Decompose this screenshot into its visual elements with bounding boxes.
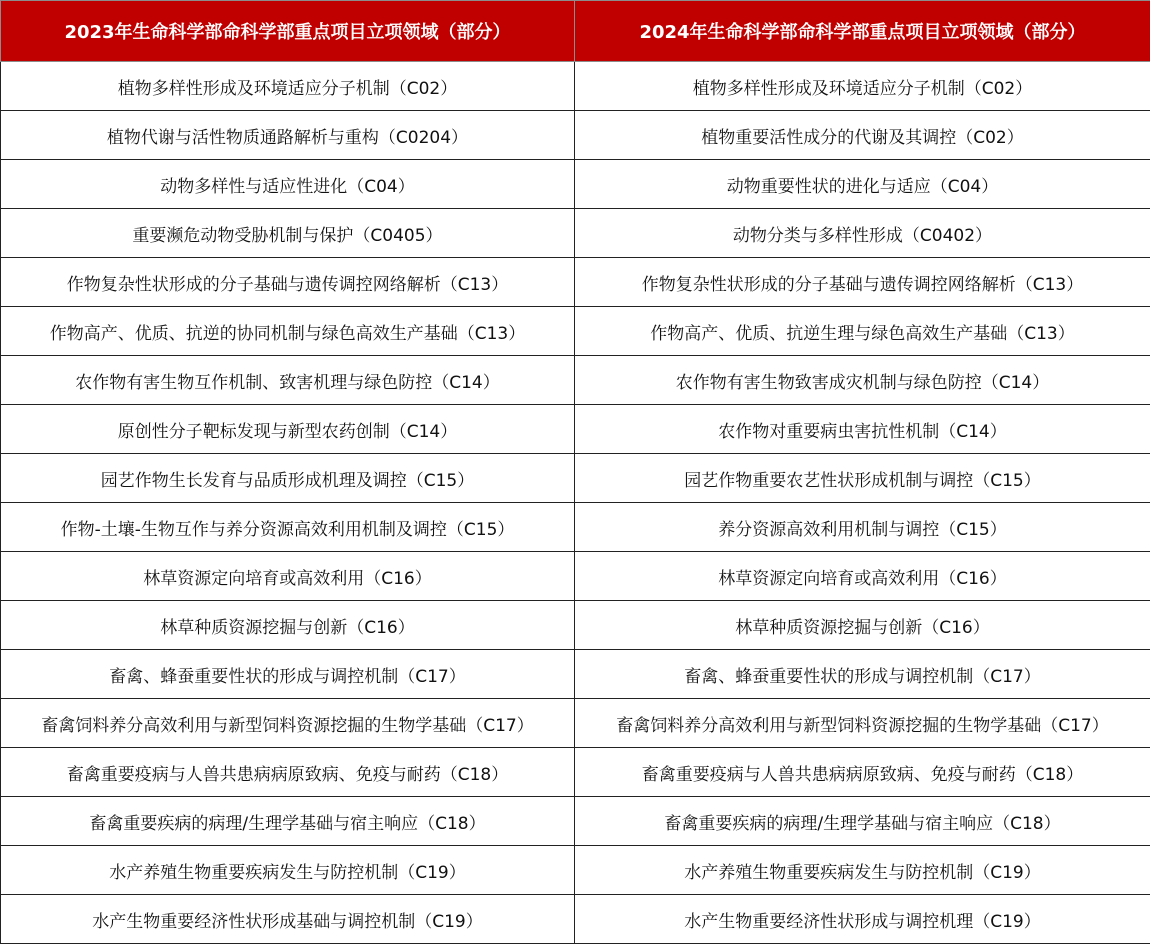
cell-2024-field: 园艺作物重要农艺性状形成机制与调控（C15） <box>575 454 1150 503</box>
cell-2024-field: 水产生物重要经济性状形成与调控机理（C19） <box>575 895 1150 944</box>
cell-2024-field: 畜禽、蜂蚕重要性状的形成与调控机制（C17） <box>575 650 1150 699</box>
cell-2023-field: 畜禽重要疾病的病理/生理学基础与宿主响应（C18） <box>1 797 575 846</box>
cell-2023-field: 畜禽重要疫病与人兽共患病病原致病、免疫与耐药（C18） <box>1 748 575 797</box>
table-row <box>1 454 1150 503</box>
table-row <box>1 699 1150 748</box>
cell-2024-field: 养分资源高效利用机制与调控（C15） <box>575 503 1150 552</box>
table-row <box>1 650 1150 699</box>
cell-2023-field: 植物多样性形成及环境适应分子机制（C02） <box>1 62 575 111</box>
table-row <box>1 748 1150 797</box>
table-row <box>1 405 1150 454</box>
table-header <box>1 1 1150 62</box>
table-row <box>1 356 1150 405</box>
table-row <box>1 160 1150 209</box>
cell-2023-field: 水产生物重要经济性状形成基础与调控机制（C19） <box>1 895 575 944</box>
table-row <box>1 111 1150 160</box>
cell-2024-field: 林草种质资源挖掘与创新（C16） <box>575 601 1150 650</box>
cell-2023-field: 林草种质资源挖掘与创新（C16） <box>1 601 575 650</box>
cell-2024-field: 农作物对重要病虫害抗性机制（C14） <box>575 405 1150 454</box>
column-header-2023: 2023年生命科学部命科学部重点项目立项领域（部分） <box>1 1 575 62</box>
cell-2024-field: 动物分类与多样性形成（C0402） <box>575 209 1150 258</box>
cell-2024-field: 畜禽饲料养分高效利用与新型饲料资源挖掘的生物学基础（C17） <box>575 699 1150 748</box>
cell-2024-field: 动物重要性状的进化与适应（C04） <box>575 160 1150 209</box>
cell-2024-field: 植物多样性形成及环境适应分子机制（C02） <box>575 62 1150 111</box>
cell-2024-field: 作物复杂性状形成的分子基础与遗传调控网络解析（C13） <box>575 258 1150 307</box>
column-header-2024: 2024年生命科学部命科学部重点项目立项领域（部分） <box>575 1 1150 62</box>
cell-2023-field: 原创性分子靶标发现与新型农药创制（C14） <box>1 405 575 454</box>
cell-2024-field: 农作物有害生物致害成灾机制与绿色防控（C14） <box>575 356 1150 405</box>
table-row <box>1 503 1150 552</box>
cell-2024-field: 畜禽重要疫病与人兽共患病病原致病、免疫与耐药（C18） <box>575 748 1150 797</box>
table-row <box>1 895 1150 944</box>
cell-2024-field: 林草资源定向培育或高效利用（C16） <box>575 552 1150 601</box>
table-row <box>1 601 1150 650</box>
table-row <box>1 797 1150 846</box>
cell-2023-field: 农作物有害生物互作机制、致害机理与绿色防控（C14） <box>1 356 575 405</box>
table-row <box>1 552 1150 601</box>
cell-2023-field: 重要濒危动物受胁机制与保护（C0405） <box>1 209 575 258</box>
table-body <box>1 62 1150 944</box>
cell-2024-field: 水产养殖生物重要疾病发生与防控机制（C19） <box>575 846 1150 895</box>
header-row <box>1 1 1150 62</box>
cell-2023-field: 作物高产、优质、抗逆的协同机制与绿色高效生产基础（C13） <box>1 307 575 356</box>
cell-2023-field: 畜禽、蜂蚕重要性状的形成与调控机制（C17） <box>1 650 575 699</box>
cell-2023-field: 植物代谢与活性物质通路解析与重构（C0204） <box>1 111 575 160</box>
cell-2023-field: 林草资源定向培育或高效利用（C16） <box>1 552 575 601</box>
table-row <box>1 62 1150 111</box>
cell-2023-field: 作物复杂性状形成的分子基础与遗传调控网络解析（C13） <box>1 258 575 307</box>
table-row <box>1 307 1150 356</box>
cell-2023-field: 动物多样性与适应性进化（C04） <box>1 160 575 209</box>
cell-2024-field: 畜禽重要疾病的病理/生理学基础与宿主响应（C18） <box>575 797 1150 846</box>
cell-2023-field: 园艺作物生长发育与品质形成机理及调控（C15） <box>1 454 575 503</box>
table-row <box>1 846 1150 895</box>
cell-2023-field: 水产养殖生物重要疾病发生与防控机制（C19） <box>1 846 575 895</box>
cell-2024-field: 植物重要活性成分的代谢及其调控（C02） <box>575 111 1150 160</box>
cell-2023-field: 作物-土壤-生物互作与养分资源高效利用机制及调控（C15） <box>1 503 575 552</box>
table-row <box>1 258 1150 307</box>
cell-2024-field: 作物高产、优质、抗逆生理与绿色高效生产基础（C13） <box>575 307 1150 356</box>
table-row <box>1 209 1150 258</box>
cell-2023-field: 畜禽饲料养分高效利用与新型饲料资源挖掘的生物学基础（C17） <box>1 699 575 748</box>
